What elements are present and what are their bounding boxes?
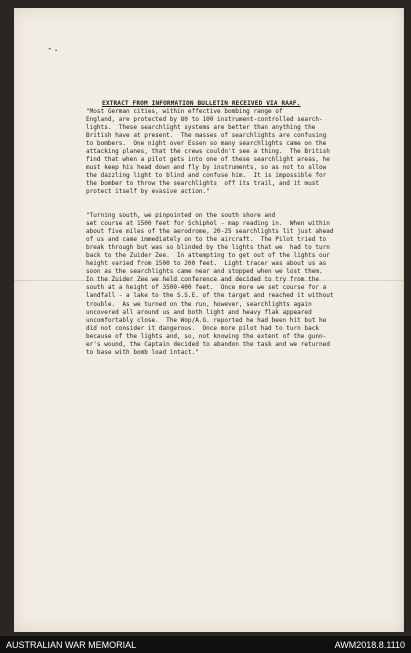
paragraph-searchlight-systems xyxy=(86,108,360,197)
text-line: uncovered all around us and both light and heavy flak appeared xyxy=(86,308,312,316)
corner-mark: -. xyxy=(47,44,60,54)
text-line: to bombers. One night over Essen so many searchlights came on the xyxy=(86,140,327,148)
text-line: because of the lights and, so, not knowing the extent of the gunn- xyxy=(86,332,327,340)
text-line: the dazzling light to blind and confuse him. It is impossible for xyxy=(86,172,327,180)
caption-bar xyxy=(0,637,411,653)
text-line: lights. These searchlight systems are better than anything the xyxy=(86,124,316,132)
text-line: find that when a pilot gets into one of these searchlight areas, he xyxy=(86,156,330,164)
text-line: protect itself by evasive action." xyxy=(86,188,210,196)
text-line: landfall - a lake to the S.S.E. of the target and reached it without xyxy=(86,292,334,300)
text-line: British have at present. The masses of searchlights are confusing xyxy=(86,132,327,140)
accession-number: AWM2018.8.1110 xyxy=(334,640,405,650)
text-line: height varied from 1500 to 200 feet. Light tracer was about us as xyxy=(86,260,327,268)
text-line: set course at 1500 feet for Schiphol - map reading in. When within xyxy=(86,220,330,228)
text-line: of us and came immediately on to the aircraft. The Pilot tried to xyxy=(86,236,327,244)
text-line: to base with bomb load intact." xyxy=(86,348,199,356)
text-line: In the Zuider Zee we held conference and decided to try from the xyxy=(86,276,319,284)
institution-name: AUSTRALIAN WAR MEMORIAL xyxy=(6,640,137,650)
text-line: soon as the searchlights came near and stopped when we lost them. xyxy=(86,268,323,276)
text-line: "Most German cities, within effective bombing range of xyxy=(86,108,283,115)
text-line: about five miles of the aerodrome, 20-25 searchlights lit just ahead xyxy=(86,228,334,236)
text-line: trouble. As we turned on the run, however, searchlights again xyxy=(86,300,312,308)
text-line: did not consider it dangerous. Once more pilot had to turn back xyxy=(86,324,319,332)
text-line: back to the Zuider Zee. In attempting to get out of the lights our xyxy=(86,252,330,260)
document-heading: EXTRACT FROM INFORMATION BULLETIN RECEIVED VIA RAAF. xyxy=(102,100,301,107)
text-line: England, are protected by 80 to 100 instrument-controlled search- xyxy=(86,116,323,124)
text-line: attacking planes, that the crews couldn't see a thing. The British xyxy=(86,148,330,156)
text-line: er's wound, the Captain decided to abandon the task and we returned xyxy=(86,340,330,348)
text-line: south at a height of 3500-400 feet. Once more we set course for a xyxy=(86,284,327,292)
text-line: must keep his head down and fly by instruments, so as not to allow xyxy=(86,164,327,172)
text-line: the bomber to throw the searchlights off its trail, and it must xyxy=(86,180,319,188)
text-line: "Turning south, we pinpointed on the south shore and xyxy=(86,212,276,219)
text-line: uncomfortably close. The Wop/A.G. reported he had been hit but he xyxy=(86,316,327,324)
paragraph-schiphol-raid xyxy=(86,212,360,357)
text-line: break through but was so blinded by the lights that we had to turn xyxy=(86,244,330,252)
